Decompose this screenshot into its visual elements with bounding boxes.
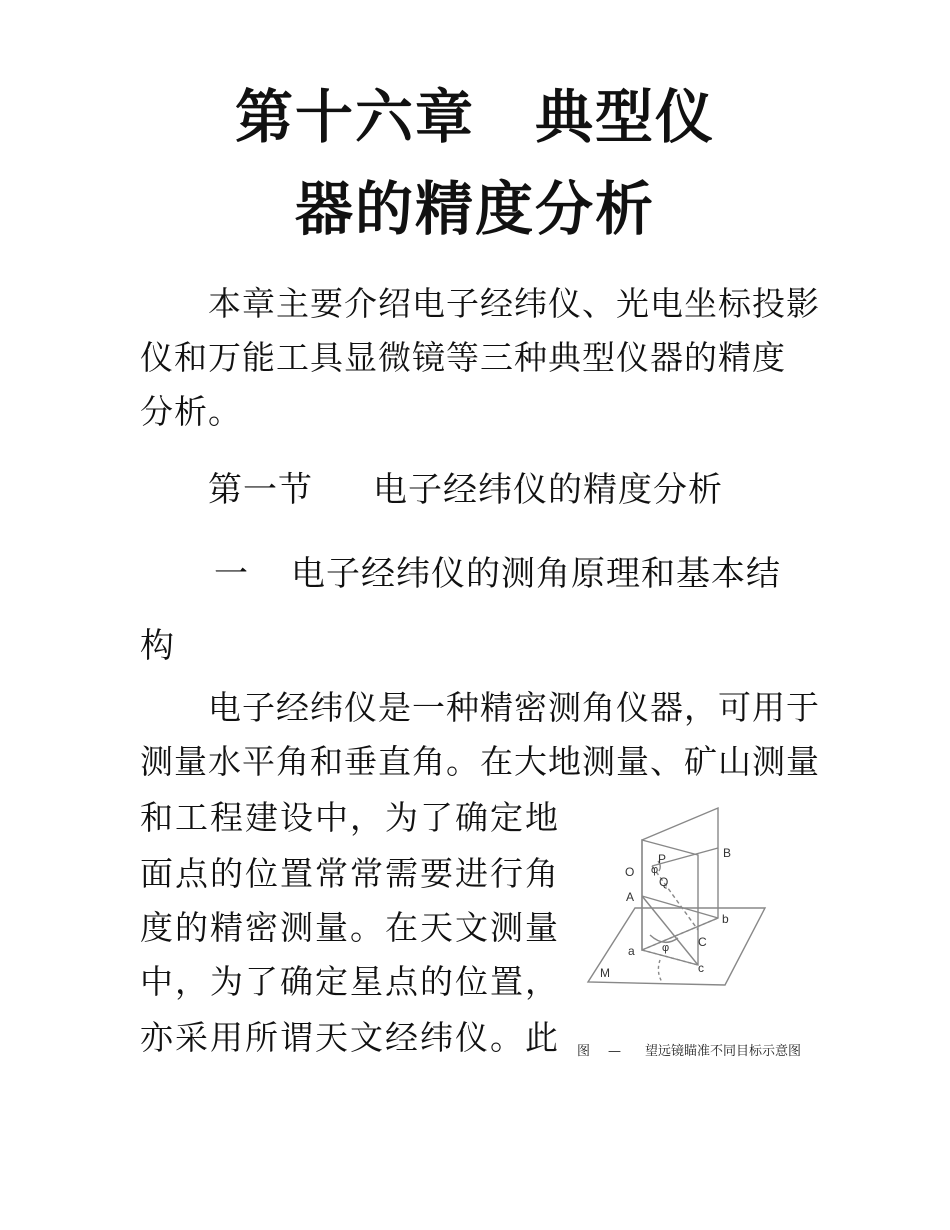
label-P: P [658, 852, 667, 866]
body-wrap-line-1: 和工程建设中，为了确定地 [140, 798, 560, 837]
figure-caption [577, 1040, 801, 1059]
chapter-title-line1: 第十六章 典型仪 [234, 83, 715, 151]
label-M: M [600, 966, 610, 980]
body-line-1: 电子经纬仪是一种精密测角仪器，可用于 [208, 688, 820, 727]
label-a: a [628, 944, 635, 958]
label-B: B [723, 846, 732, 860]
vertical-plane-b [642, 808, 718, 950]
subsection-heading [214, 552, 781, 596]
label-A: A [626, 890, 635, 904]
subsection-title-line1: 电子经纬仪的测角原理和基本结 [291, 554, 781, 594]
body-line-2: 测量水平角和垂直角。在大地测量、矿山测量 [140, 742, 820, 781]
section-title: 电子经纬仪的精度分析 [373, 470, 723, 510]
body-wrap-line-3: 度的精密测量。在天文测量 [140, 908, 560, 947]
horizontal-plane [588, 908, 765, 985]
subsection-number: 一 [214, 554, 249, 594]
intro-line-3: 分析。 [140, 392, 242, 431]
chapter-title-line2: 器的精度分析 [294, 175, 655, 243]
intro-line-2: 仪和万能工具显微镜等三种典型仪器的精度 [140, 338, 786, 377]
caption-prefix: 图 [577, 1044, 591, 1059]
label-phi-bottom: φ [662, 942, 670, 954]
label-b: b [722, 912, 729, 926]
caption-text: 望远镜瞄准不同目标示意图 [645, 1044, 802, 1059]
theodolite-figure [580, 800, 780, 1000]
label-phi-top: φ [651, 864, 659, 876]
subsection-title-line2: 构 [140, 626, 175, 666]
label-C: C [698, 935, 707, 949]
body-wrap-line-5: 亦采用所谓天文经纬仪。此 [140, 1018, 560, 1057]
label-Q: Q [659, 875, 669, 889]
label-O: O [625, 865, 635, 879]
section-number: 第一节 [208, 470, 313, 510]
section-heading [208, 468, 723, 512]
caption-dash: — [608, 1044, 622, 1059]
body-wrap-line-4: 中，为了确定星点的位置， [140, 962, 560, 1001]
body-wrap-line-2: 面点的位置常常需要进行角 [140, 854, 560, 893]
intro-line-1: 本章主要介绍电子经纬仪、光电坐标投影 [208, 284, 820, 323]
label-c: c [698, 961, 704, 975]
